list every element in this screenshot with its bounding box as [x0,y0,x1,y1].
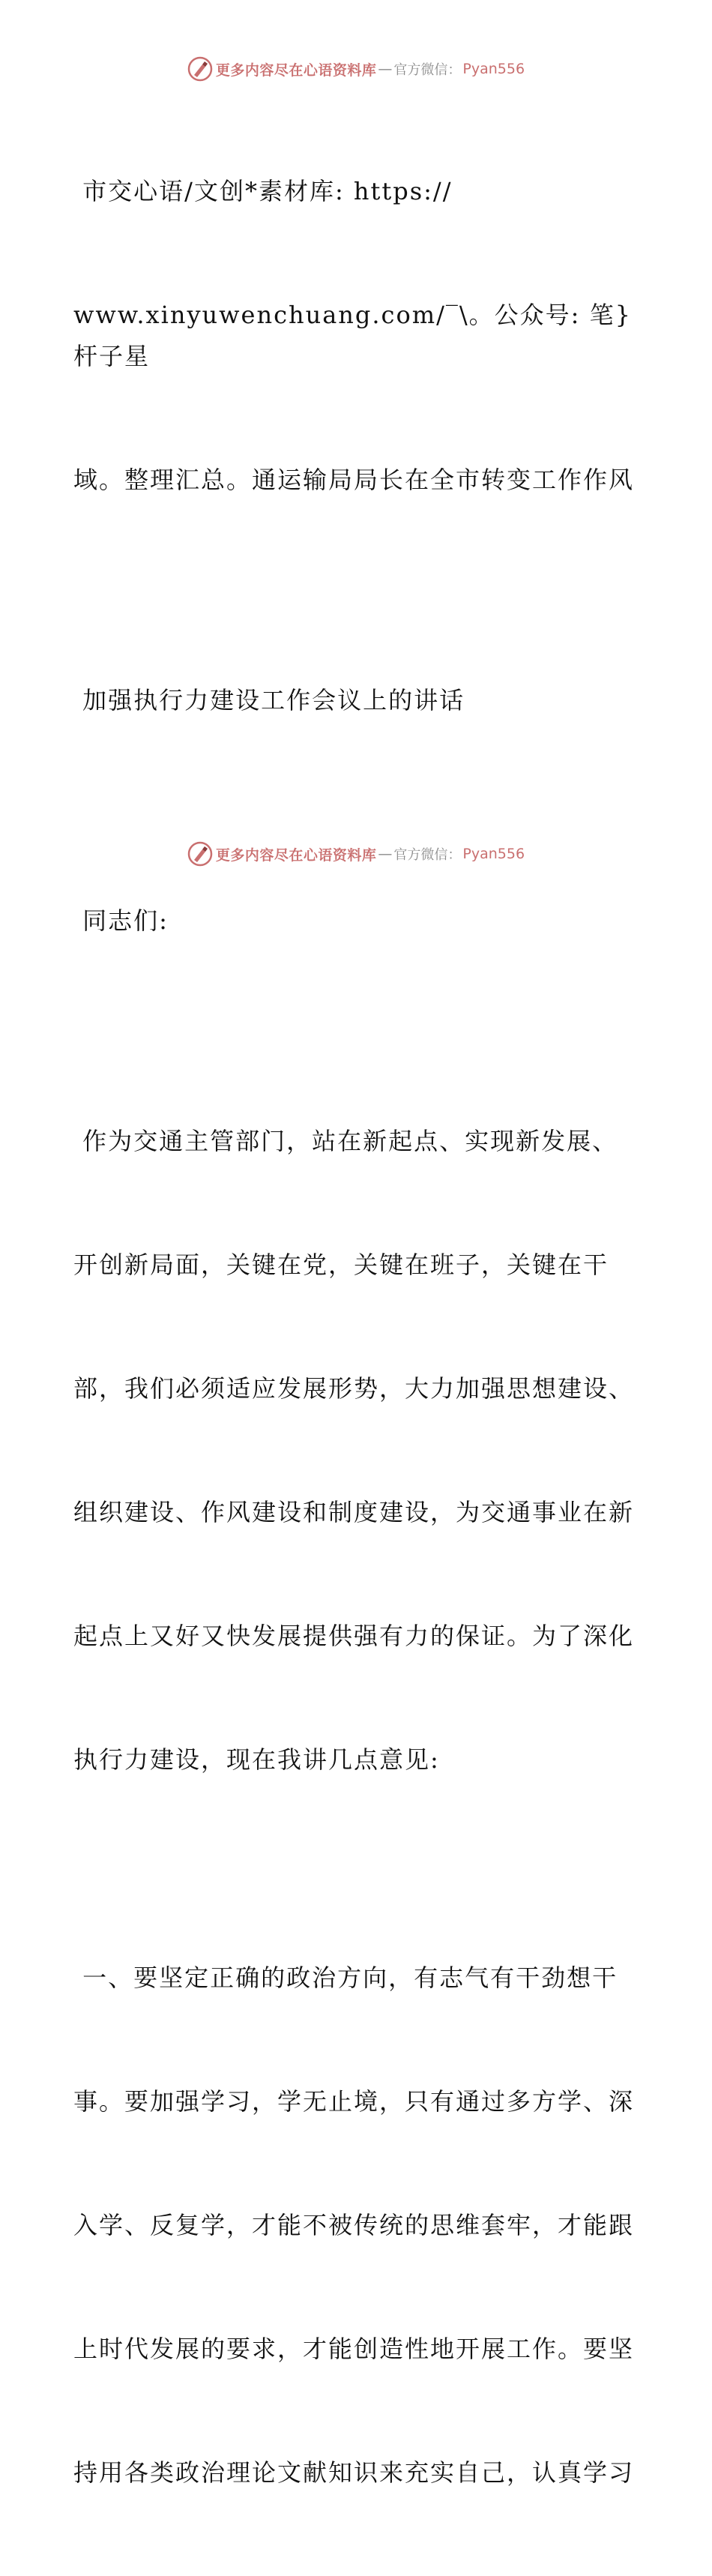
pen-logo-icon [187,841,213,867]
text-line: 组织建设、作风建设和制度建设，为交通事业在新 [73,1498,635,1526]
speech-title [73,598,637,804]
text-line: 开创新局面，关键在党，关键在班子，关键在干 [73,1251,609,1279]
text-line: 作为交通主管部门，站在新起点、实现新发展、 [73,1127,618,1155]
watermark-brand: 更多内容尽在心语资料库 [215,61,377,79]
text-line: 上时代发展的要求，才能创造性地开展工作。要坚 [73,2335,635,2363]
section-one-paragraph [73,1875,637,2576]
watermark-brand: 更多内容尽在心语资料库 [215,846,377,864]
document-body [73,88,637,2576]
text-line: 域。整理汇总。通运输局局长在全市转变工作作风 [73,466,635,494]
watermark-wechat-id: Pyan556 [462,846,525,862]
text-line: 部，我们必须适应发展形势，大力加强思想建设、 [73,1374,635,1403]
header-watermark [0,54,712,84]
text-line: 事。要加强学习，学无止境，只有通过多方学、深 [73,2087,635,2116]
text-line: 起点上又好又快发展提供强有力的保证。为了深化 [73,1622,635,1650]
watermark-sub: 官方微信： [393,62,462,78]
text-line: 市交心语/文创*素材库: https:// [73,177,453,205]
text-line: 一、要坚定正确的政治方向，有志气有干劲想干 [73,1963,618,1992]
body-paragraph [73,1038,637,1863]
text-line: 加强执行力建设工作会议上的讲话 [73,686,465,714]
watermark-wechat-id: Pyan556 [462,61,525,77]
text-line: 持用各类政治理论文献知识来充实自己，认真学习 [73,2458,635,2487]
pen-logo-icon [187,56,213,82]
text-line: 入学、反复学，才能不被传统的思维套牢，才能跟 [73,2211,635,2239]
watermark-sub: 官方微信： [393,847,462,863]
text-line: www.xinyuwenchuang.com/‾\。公众号: 笔}杆子星 [73,301,632,370]
watermark-dash: — [378,846,393,862]
watermark-dash: — [378,61,393,77]
text-line: 执行力建设，现在我讲几点意见: [73,1745,440,1774]
intro-paragraph [73,88,637,583]
text-line: 同志们: [73,906,169,935]
footer-watermark [0,839,712,869]
